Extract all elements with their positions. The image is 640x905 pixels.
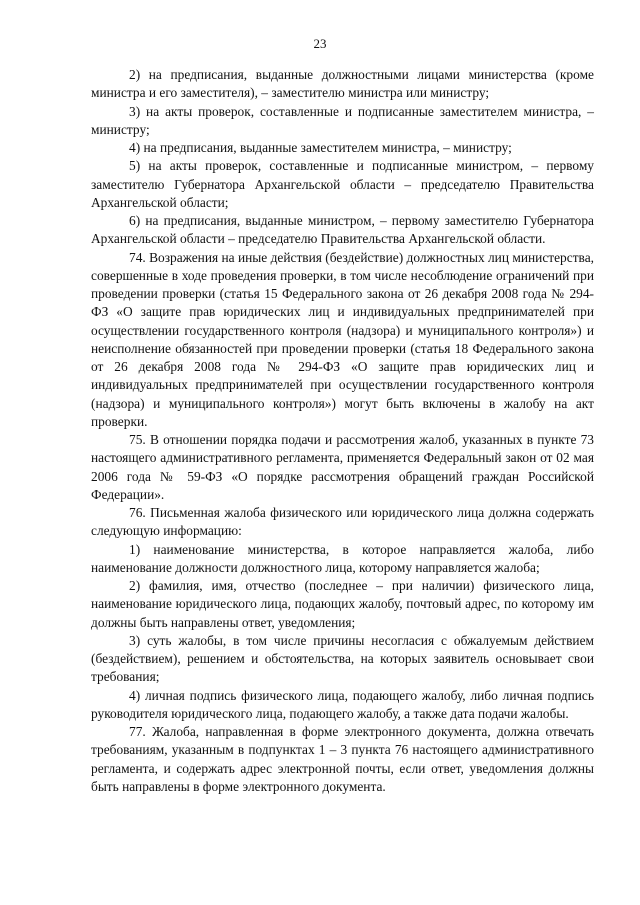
page-number: 23 [313,36,327,51]
paragraph-item-76-3: 3) суть жалобы, в том числе причины несогласия с обжалуемым действием (бездействием), решением и обстоятельства, на которых заявитель основывает свои требования; [91,632,594,685]
paragraph-item-5: 5) на акты проверок, составленные и подписанные министром, – первому заместителю Губернатора Архангельской области – председателю Правительства Архангельской области; [91,158,594,210]
paragraph-item-76-4: 4) личная подпись физического лица, подающего жалобу, либо личная подпись руководителя юридического лица, подающего жалобу, а также дата подачи жалобы. [91,687,594,721]
paragraph-item-76-2: 2) фамилия, имя, отчество (последнее – при наличии) физического лица, наименование юридического лица, подающих жалобу, почтовый адрес, по которому им должны быть направлены ответ, уведомления; [91,578,594,630]
paragraph-item-6: 6) на предписания, выданные министром, – первому заместителю Губернатора Архангельской области – председателю Правительства Архангельской области. [91,213,594,247]
paragraph-item-2: 2) на предписания, выданные должностными лицами министерства (кроме министра и его заместителя), – заместителю министра или министру; [91,67,594,101]
document-body [91,66,594,796]
paragraph-item-3: 3) на акты проверок, составленные и подписанные заместителем министра, – министру; [91,103,594,137]
paragraph-clause-75: 75. В отношении порядка подачи и рассмотрения жалоб, указанных в пункте 73 настоящего административного регламента, применяется Федеральный закон от 02 мая 2006 года № 59-ФЗ «О порядке рассмотрения обращений граждан Российской Федерации». [91,432,594,502]
paragraph-item-4: 4) на предписания, выданные заместителем министра, – министру; [129,140,512,155]
paragraph-clause-77: 77. Жалоба, направленная в форме электронного документа, должна отвечать требованиям, указанным в подпунктах 1 – 3 пункта 76 настоящего административного регламента, и содержать адрес электронной почты, если ответ, уведомления должны быть направлены в форме электронного документа. [91,724,594,794]
paragraph-clause-74: 74. Возражения на иные действия (бездействие) должностных лиц министерства, совершенные в ходе проведения проверки, в том числе несоблюдение ограничений при проведении проверки (статья 15 Федерального закона от 26 декабря 2008 года № 294-ФЗ «О защите прав юридических лиц и индивидуальных предпринимателей при осуществлении государственного контроля (надзора) и муниципального контроля») и неисполнение обязанностей при проведении проверки (статья 18 Федерального закона от 26 декабря 2008 года № 294-ФЗ «О защите прав юридических лиц и индивидуальных предпринимателей при осуществлении государственного контроля (надзора) и муниципального контроля») могут быть включены в жалобу на акт проверки. [91,249,594,429]
paragraph-clause-76: 76. Письменная жалоба физического или юридического лица должна содержать следующую информацию: [91,505,594,539]
paragraph-item-76-1: 1) наименование министерства, в которое направляется жалоба, либо наименование должности должностного лица, которому направляется жалоба; [91,541,594,575]
